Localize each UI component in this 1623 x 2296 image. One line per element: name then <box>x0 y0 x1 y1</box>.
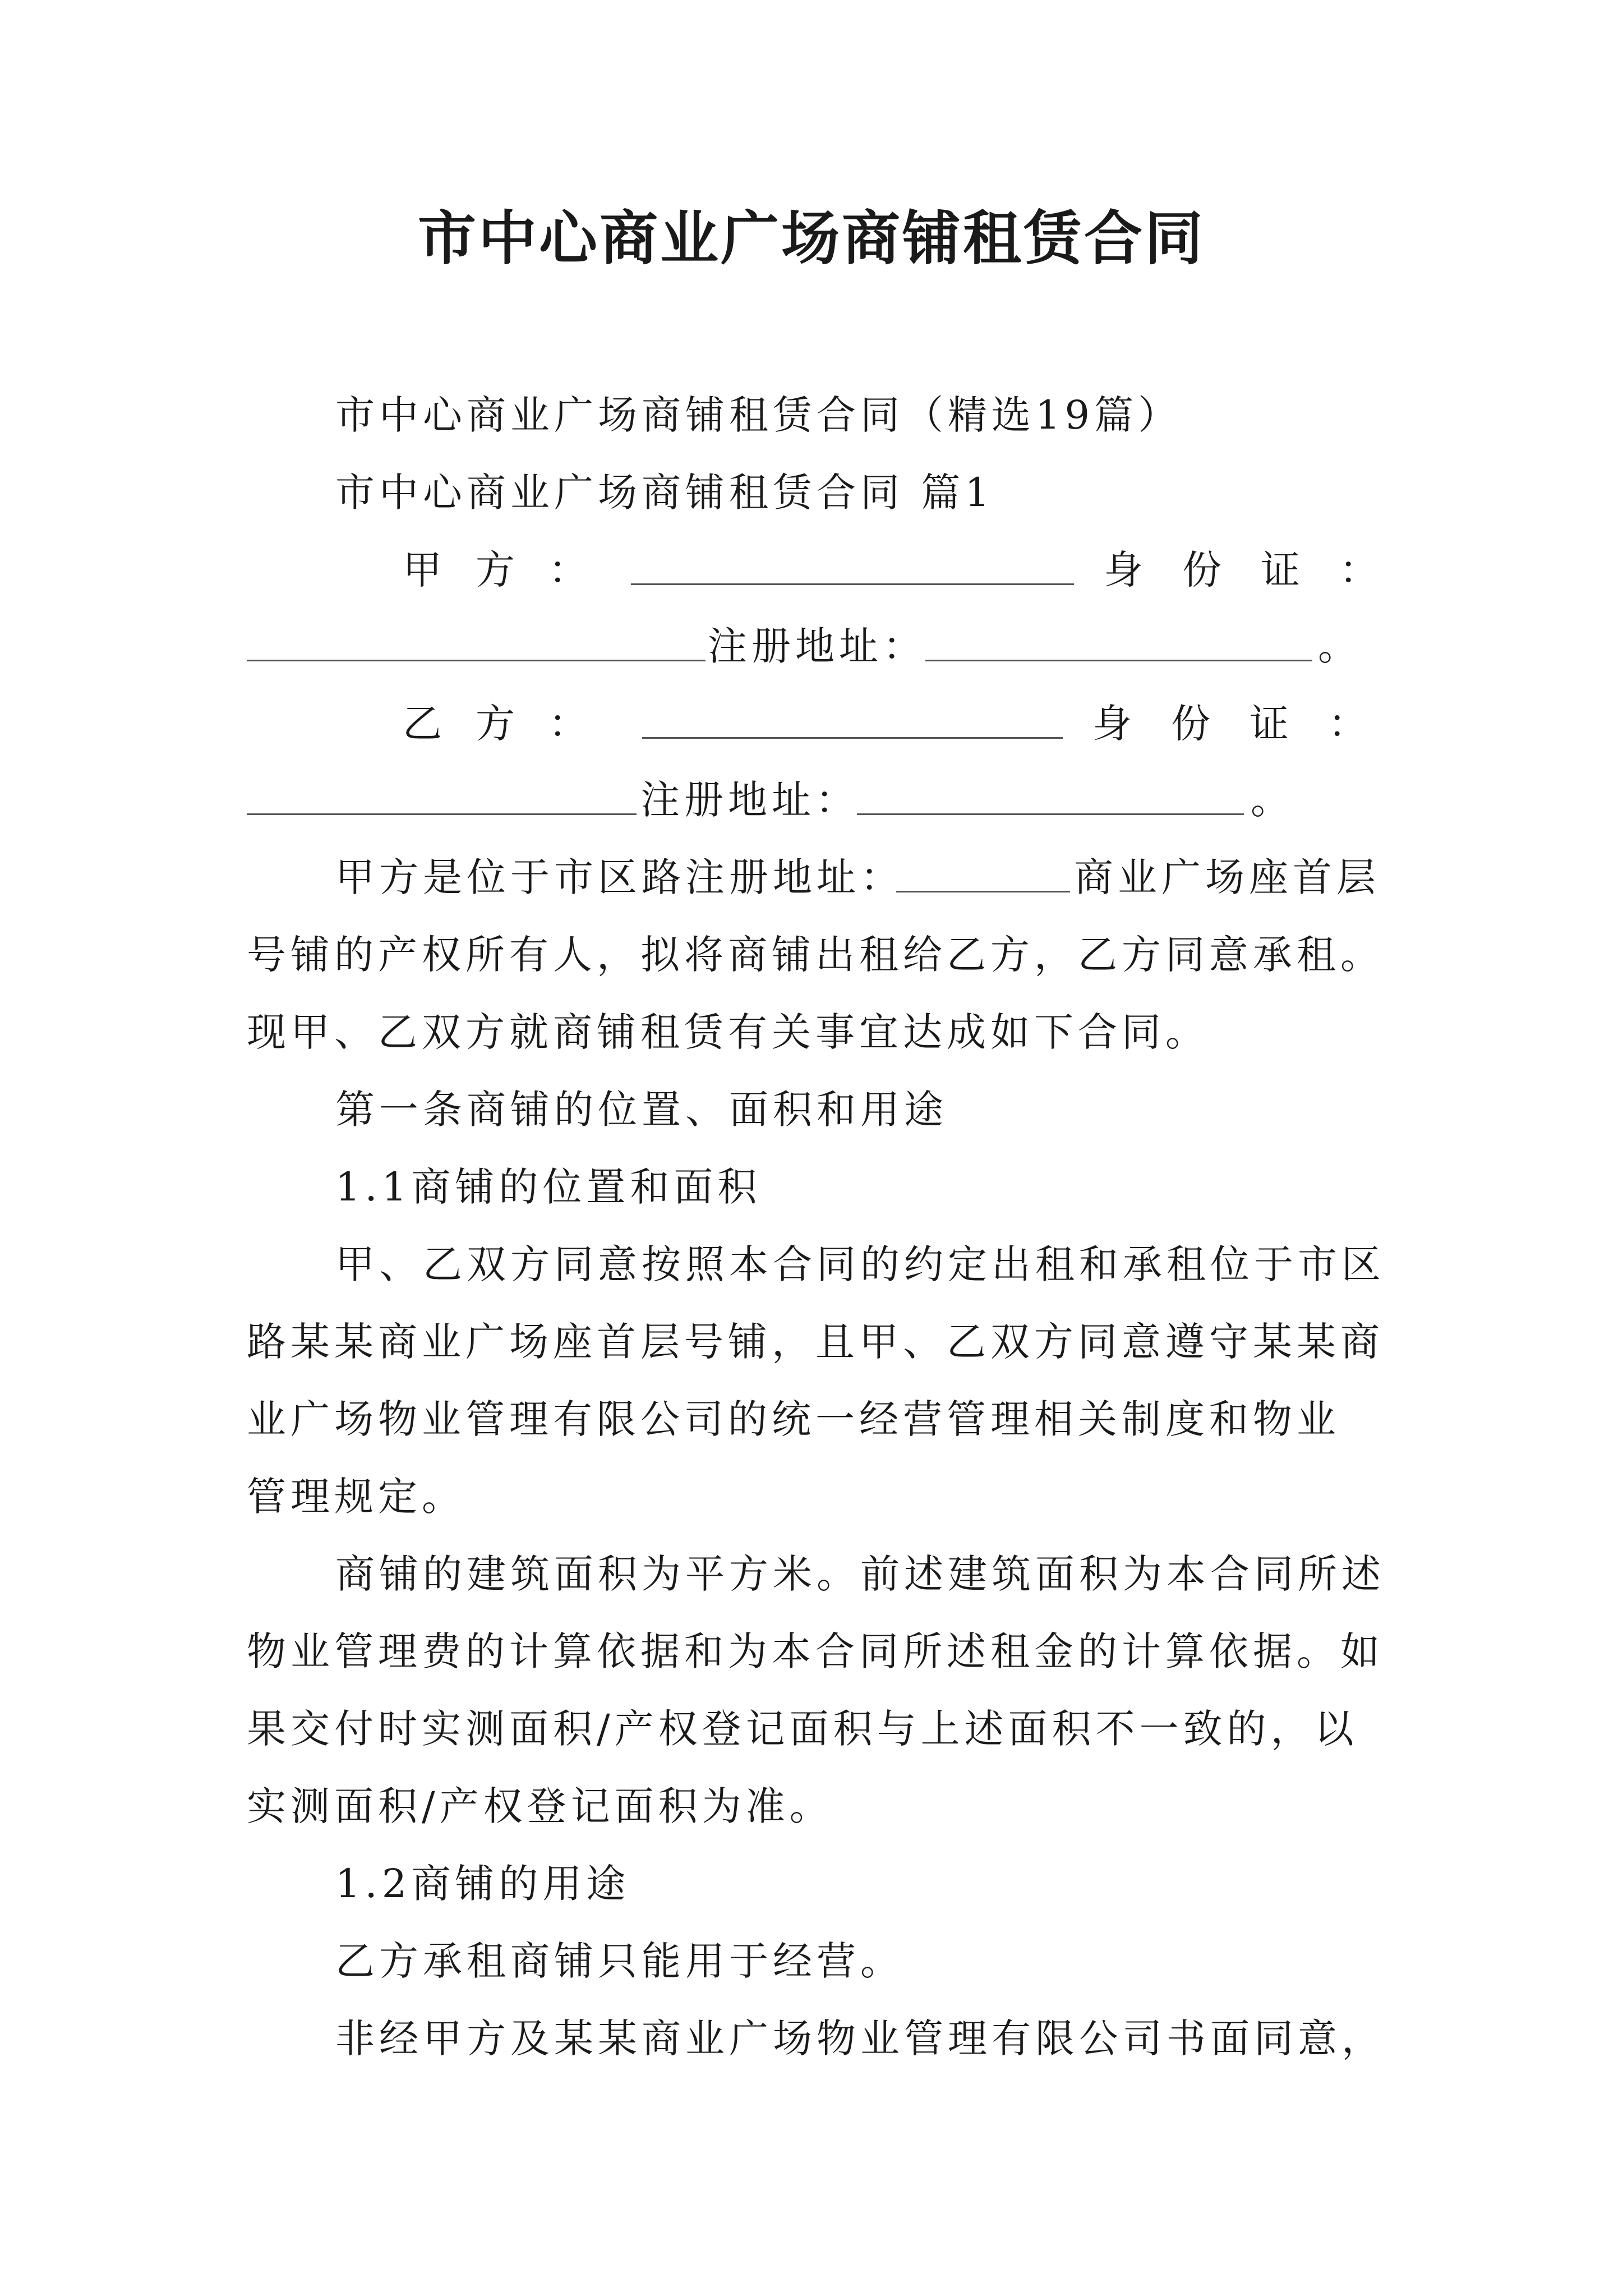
paragraph-line: 实测面积/产权登记面积为准。 <box>247 1783 833 1829</box>
paragraph-line: 果交付时实测面积/产权登记面积与上述面积不一致的，以 <box>247 1706 1358 1752</box>
paragraph-line: 号铺的产权所有人，拟将商铺出租给乙方，乙方同意承租。 <box>247 932 1384 978</box>
document-title: 市中心商业广场商铺租赁合同 <box>417 204 1205 273</box>
party-b-id-blank <box>247 774 637 815</box>
party-b-end: 。 <box>1251 777 1294 823</box>
party-b-address-blank <box>857 774 1244 815</box>
paragraph-line: 乙方承租商铺只能用于经营。 <box>335 1938 904 1984</box>
article-heading: 第一条商铺的位置、面积和用途 <box>335 1087 948 1133</box>
party-a-label: 甲方： <box>403 547 621 593</box>
party-b-name-blank <box>642 698 1063 739</box>
part-heading: 市中心商业广场商铺租赁合同 篇1 <box>335 470 994 516</box>
document-subtitle: 市中心商业广场商铺租赁合同（精选19篇） <box>335 392 1182 438</box>
section-heading: 1.1商铺的位置和面积 <box>335 1164 762 1210</box>
paragraph-line: 商铺的建筑面积为平方米。前述建筑面积为本合同所述 <box>335 1551 1385 1597</box>
party-a-name-blank <box>631 544 1074 585</box>
paragraph-line: 现甲、乙双方就商铺租赁有关事宜达成如下合同。 <box>247 1009 1209 1055</box>
location-blank <box>896 852 1070 892</box>
paragraph-line: 商业广场座首层 <box>1074 854 1380 900</box>
party-b-address-label: 注册地址： <box>640 777 859 823</box>
party-a-id-blank <box>247 620 706 661</box>
paragraph-line: 路某某商业广场座首层号铺，且甲、乙双方同意遵守某某商 <box>247 1319 1384 1365</box>
paragraph-line: 甲、乙双方同意按照本合同的约定出租和承租位于市区 <box>335 1241 1385 1287</box>
party-a-id-label: 身份证： <box>1104 547 1418 593</box>
section-heading: 1.2商铺的用途 <box>335 1861 630 1907</box>
party-a-address-blank <box>925 620 1312 661</box>
party-a-end: 。 <box>1318 623 1362 669</box>
paragraph-line: 非经甲方及某某商业广场物业管理有限公司书面同意， <box>335 2016 1385 2062</box>
paragraph-line: 物业管理费的计算依据和为本合同所述租金的计算依据。如 <box>247 1628 1384 1674</box>
paragraph-line: 业广场物业管理有限公司的统一经营管理相关制度和物业 <box>247 1396 1340 1442</box>
paragraph-line: 管理规定。 <box>247 1474 465 1520</box>
party-a-address-label: 注册地址： <box>708 623 926 669</box>
paragraph-line: 甲方是位于市区路注册地址： <box>335 854 904 900</box>
party-b-label: 乙方： <box>403 701 621 747</box>
party-b-id-label: 身份证： <box>1092 701 1407 747</box>
